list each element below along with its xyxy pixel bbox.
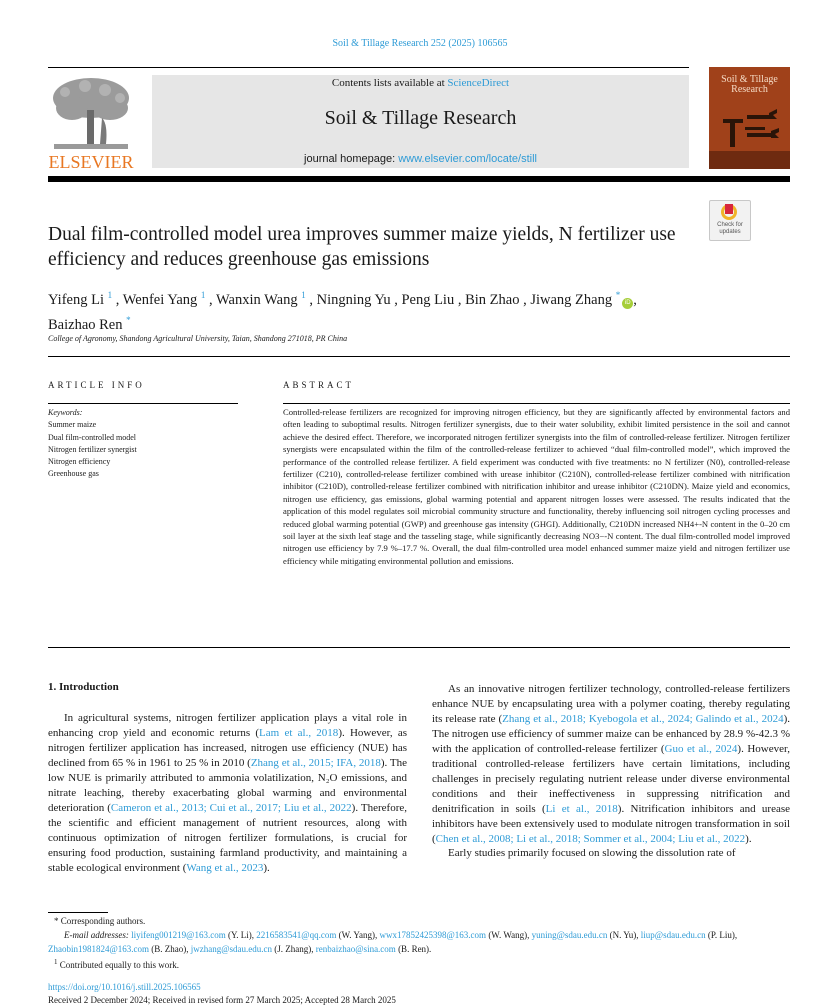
paragraph-text: ). However, traditional controlled-release fertilizers have certain limitations, including challenges in precisely regulating nutrient release under diverse environmental conditions and their ineffectiveness in suppressing nitrification and denitrification in soils (: [432, 742, 790, 815]
citation-link[interactable]: Guo et al., 2024: [664, 742, 738, 755]
crossmark-bookmark-icon: [725, 204, 733, 214]
email-link[interactable]: liyifeng001219@163.com: [131, 929, 226, 940]
email-owner: (B. Ren).: [395, 943, 432, 954]
author-name[interactable]: Bin Zhao: [465, 291, 520, 308]
abstract-heading: ABSTRACT: [283, 380, 355, 390]
paragraph-text: ). The nitrogen use efficiency of summer maize can be enhanced by 28.9 %-42.3 % with the application of controlled-release fertilizer (: [432, 712, 790, 755]
footnote-rule: [48, 912, 108, 913]
keyword: Nitrogen fertilizer synergist: [48, 444, 137, 454]
divider: [48, 647, 790, 648]
journal-homepage: [152, 153, 689, 165]
keyword: Nitrogen efficiency: [48, 457, 111, 467]
paragraph: [432, 846, 790, 861]
email-label: E-mail addresses:: [64, 929, 129, 940]
paragraph-text: ). Therefore, the scientific and efficient management of nutrient resources, along with continuous optimization of nitrogen fertilizer formulations, is crucial for ensuring food production, sustaining farmland productivity, and maintaining a stable ecological environment (: [48, 801, 407, 874]
author-marker[interactable]: 1: [301, 290, 306, 300]
elsevier-tree-icon: [50, 74, 132, 152]
keywords-block: [48, 407, 248, 481]
paragraph: [48, 711, 407, 875]
crossmark-label-line1: Check for: [717, 222, 743, 228]
author-name[interactable]: Jiwang Zhang: [530, 291, 613, 308]
citation-link[interactable]: Zhang et al., 2018; Kyebogola et al., 2024; Galindo et al., 2024: [502, 712, 784, 725]
keywords-label: Keywords:: [48, 408, 83, 417]
footnotes: [48, 915, 790, 973]
email-link[interactable]: Zhaobin1981824@163.com: [48, 943, 150, 954]
article-info-heading: ARTICLE INFO: [48, 380, 145, 390]
contents-line: [152, 77, 689, 89]
author-name[interactable]: Peng Liu: [401, 291, 455, 308]
check-for-updates-button[interactable]: [709, 200, 751, 241]
footnote-corresponding: * Corresponding authors.: [54, 916, 146, 926]
paragraph-text: ).: [263, 861, 270, 874]
keyword: Dual film-controlled model: [48, 432, 136, 442]
email-link[interactable]: 2216583541@qq.com: [256, 929, 337, 940]
cover-title-line2: Research: [731, 84, 768, 95]
footnote-emails: [48, 929, 790, 957]
citation-link[interactable]: Zhang et al., 2015; IFA, 2018: [250, 756, 381, 769]
elsevier-logo[interactable]: [48, 72, 134, 172]
paragraph-text: ). Nitrification inhibitors and urease inhibitors have been extensively used to modulate nitrogen transformation in soil (: [432, 802, 791, 845]
cover-title-line1: Soil & Tillage: [721, 74, 778, 85]
elsevier-wordmark: ELSEVIER: [48, 152, 134, 172]
email-owner: (W. Yang),: [336, 929, 380, 940]
homepage-link[interactable]: www.elsevier.com/locate/still: [398, 153, 537, 165]
crossmark-label: [710, 222, 750, 236]
email-owner: (B. Zhao),: [149, 943, 191, 954]
running-head[interactable]: Soil & Tillage Research 252 (2025) 106565: [332, 38, 508, 49]
equal-contribution-text: Contributed equally to this work.: [59, 960, 179, 971]
paragraph-text: In agricultural systems, nitrogen fertilizer application plays a vital role in enhancing crop yield and economic returns (: [48, 712, 407, 739]
header-rule: [48, 67, 689, 68]
keyword: Summer maize: [48, 420, 97, 430]
keyword: Greenhouse gas: [48, 469, 99, 479]
email-owner: (Y. Li),: [225, 929, 257, 940]
affiliation: College of Agronomy, Shandong Agricultural University, Taian, Shandong 271018, PR China: [48, 334, 348, 343]
footnote-equal-contribution: $^1$ Contributed equally to this work.: [54, 958, 179, 971]
contents-prefix: Contents lists available at: [331, 77, 448, 89]
cover-title: [709, 75, 790, 95]
sciencedirect-link[interactable]: ScienceDirect: [447, 77, 510, 89]
citation-link[interactable]: Lam et al., 2018: [259, 726, 339, 739]
paragraph-text: ). The low NUE is primarily attributed to ammonia volatilization, N₂O emissions, and nitrate leaching, thereby exacerbating global warming and environmental deterioration (: [48, 756, 407, 814]
header-thick-rule: [48, 176, 790, 182]
citation-link[interactable]: Cameron et al., 2013; Cui et al., 2017; Liu et al., 2022: [110, 801, 352, 814]
received-dates: Received 2 December 2024; Received in revised form 27 March 2025; Accepted 28 March 2025: [48, 995, 396, 1005]
email-owner: (W. Wang),: [486, 929, 532, 940]
homepage-prefix: journal homepage:: [304, 153, 399, 165]
author-marker[interactable]: *: [126, 314, 131, 325]
body-column-left: [48, 711, 407, 875]
cover-footer: [709, 151, 790, 169]
author-marker[interactable]: 1: [107, 290, 113, 300]
cover-rock-art-icon: [717, 109, 783, 149]
orcid-icon[interactable]: iD: [622, 298, 633, 309]
journal-cover[interactable]: [709, 67, 790, 169]
email-link[interactable]: liup@sdau.edu.cn: [640, 929, 706, 940]
author-name[interactable]: Wanxin Wang: [216, 291, 298, 308]
email-owner: (P. Liu),: [705, 929, 738, 940]
citation-link[interactable]: Li et al., 2018: [545, 802, 618, 815]
abstract-rule: [283, 403, 790, 404]
author-name[interactable]: Yifeng Li: [48, 291, 104, 308]
author-name[interactable]: Ningning Yu: [316, 291, 391, 308]
abstract-text: Controlled-release fertilizers are recognized for improving nitrogen efficiency, but they are significantly affected by environmental factors and often leading to suboptimal results. Nitrogen fertilizer synergists, due to their water solubility, exhibit limited persistence in the soil and cannot achieve the desired effect. Therefore, we incorporated nitrogen fertilizer synergists into the film of controlled-release fertilizer. Nitrogen fertilizer synergists were encapsulated within the film of the controlled-release fertilizer to achieved “dual film-controlled model”, which improved the performance of the controlled release fertilizer. A field experiment was conducted with five treatments: no N fertilizer (N0), controlled-release fertilizer (C210), controlled-release fertilizer combined with urease inhibitor (C210N), controlled-release fertilizer combined with nitrification inhibitor (C210D), controlled-release fertilizer combined with nitrification inhibitor and urease inhibitor (C210DN). Maize yield and economics, nitrogen use efficiency, gas emissions, global warming potential and apparent nitrogen losses were assessed. The results indicated that the application of this model regulates soil microbial community structure and functionality, thereby influencing soil nitrogen cycling processes and reduced global warming potential (GWP) and greenhouse gas intensity (GHGI). Additionally, C210DN increased NH4+-N content in the 0–20 cm soil layer at the sixth leaf stage and the tasseling stage, while significantly decreasing NO3−-N content. The dual film-controlled model improved nitrogen use efficiency by 7.9 %–17.7 %. Overall, the dual film-controlled urea model enhanced summer maize yield and nitrogen fertilizer use efficiency while mitigating environmental pollution and emissions.: [283, 407, 790, 566]
paragraph: [432, 682, 790, 846]
journal-banner: [152, 75, 689, 168]
citation-link[interactable]: Chen et al., 2008; Li et al., 2018; Sommer et al., 2004; Liu et al., 2022: [435, 832, 746, 845]
doi-link[interactable]: https://doi.org/10.1016/j.still.2025.106565: [48, 982, 201, 992]
paragraph-text: As an innovative nitrogen fertilizer technology, controlled-release fertilizers enhance NUE by encapsulating urea with a polymer coating, thereby regulating its release rate (: [432, 683, 790, 725]
citation-link[interactable]: Wang et al., 2023: [186, 861, 264, 874]
email-owner: (J. Zhang),: [272, 943, 316, 954]
author-marker[interactable]: 1: [200, 290, 206, 300]
article-info-rule: [48, 403, 238, 404]
paragraph-text: Early studies primarily focused on slowing the dissolution rate of: [448, 847, 736, 860]
author-marker[interactable]: *: [615, 290, 621, 300]
body-column-right: [432, 682, 790, 861]
author-list: Yifeng Li $^1$ , Wenfei Yang $^1$ , Wanxin Wang $^1$ , Ningning Yu , Peng Liu , Bin Zhao , Jiwang Zhang *iD , Baizhao Ren *: [48, 290, 637, 333]
email-link[interactable]: wwx17852425398@163.com: [379, 929, 487, 940]
paragraph-text: ). However, as nitrogen fertilizer application has increased, nitrogen use efficiency (NUE) has declined from 65 % in 1961 to 25 % in 2010 (: [48, 726, 407, 769]
email-link[interactable]: yuning@sdau.edu.cn: [531, 929, 608, 940]
crossmark-label-line2: updates: [719, 229, 741, 235]
author-name[interactable]: Wenfei Yang: [122, 291, 198, 308]
divider: [48, 356, 790, 357]
email-link[interactable]: jwzhang@sdau.edu.cn: [190, 943, 273, 954]
journal-title: Soil & Tillage Research: [324, 107, 517, 129]
author-name[interactable]: Baizhao Ren: [48, 316, 123, 333]
email-owner: (N. Yu),: [607, 929, 641, 940]
paragraph-text: ).: [745, 832, 752, 845]
email-link[interactable]: renbaizhao@sina.com: [315, 943, 396, 954]
article-title: Dual film-controlled model urea improves summer maize yields, N fertilizer use efficiency and reduces greenhouse gas emissions: [48, 224, 676, 270]
section-heading-introduction: 1. Introduction: [48, 681, 119, 693]
